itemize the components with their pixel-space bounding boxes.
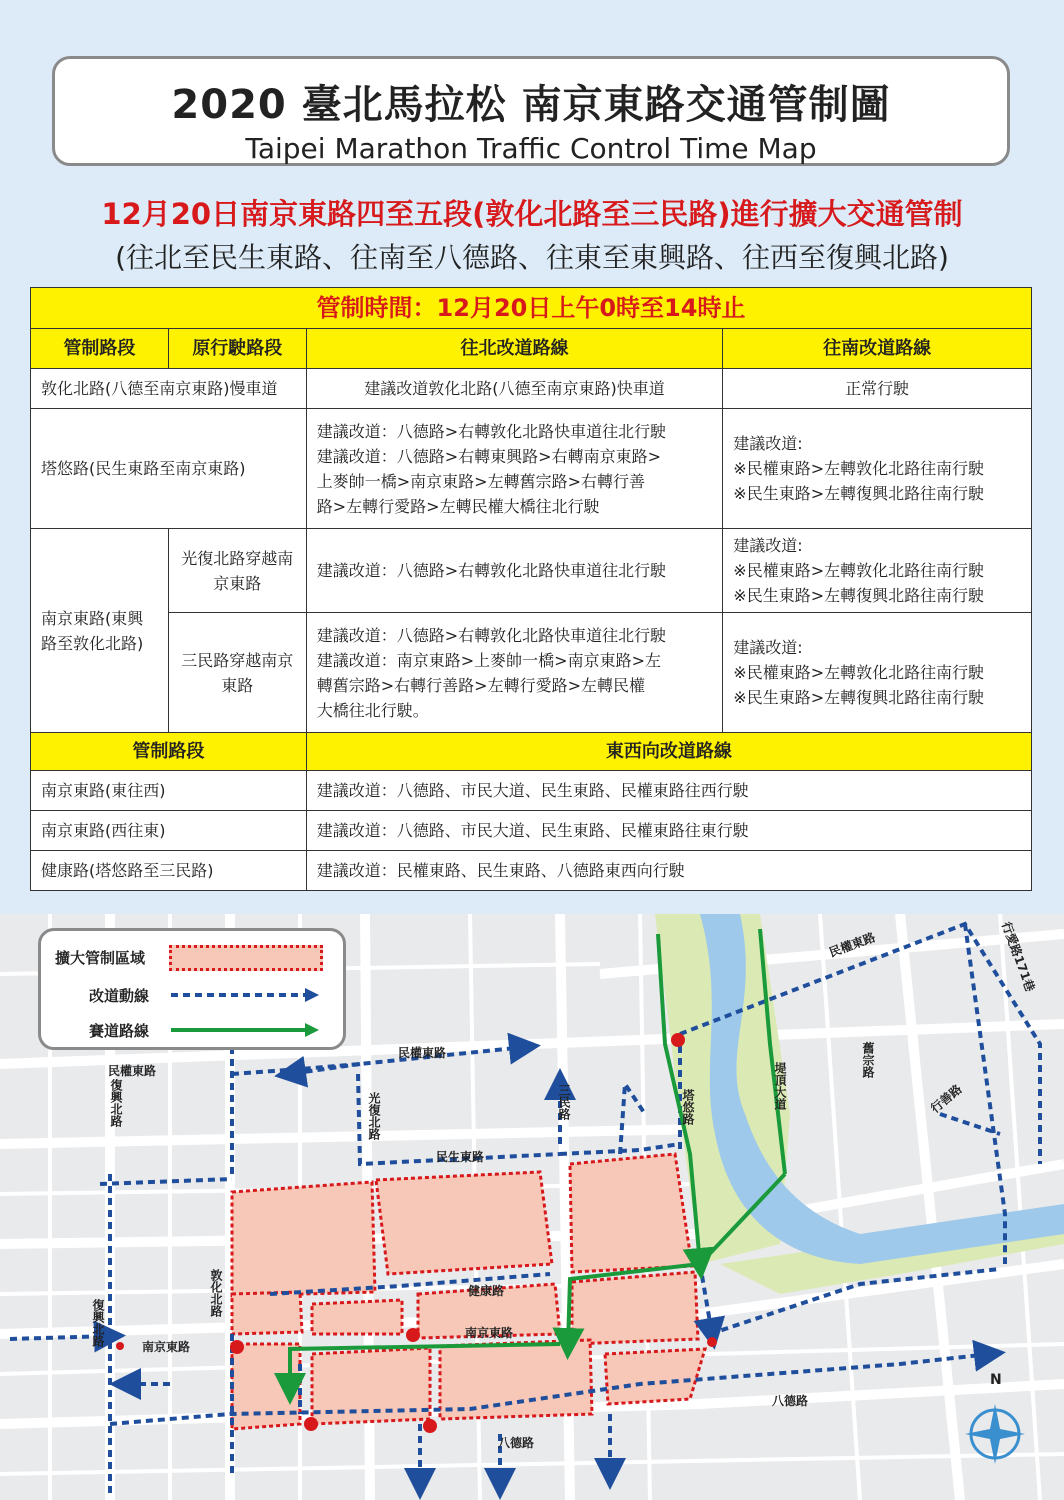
header-ew: 東西向改道路線: [306, 733, 1031, 771]
control-time: 管制時間：12月20日上午0時至14時止: [31, 288, 1032, 329]
cell-route: 建議改道：民權東路、民生東路、八德路東西向行駛: [306, 851, 1031, 891]
label-guangfu: 光復北路: [367, 1092, 381, 1140]
cell-north: 建議改道敦化北路(八德至南京東路)快車道: [306, 369, 723, 409]
line: 路>左轉行愛路>左轉民權大橋往北行駛: [316, 496, 600, 516]
header-original: 原行駛路段: [168, 329, 306, 369]
subline: (往北至民生東路、往南至八德路、往東至東興路、往西至復興北路): [115, 241, 949, 274]
label-bade: 八德路: [498, 1436, 535, 1450]
label-minquan: 民權東路: [827, 930, 878, 960]
label-bade: 八德路: [772, 1394, 809, 1408]
legend-detour-label: 改道動線: [89, 987, 150, 1005]
line: 建議改道:: [733, 638, 803, 657]
line: ※民生東路>左轉復興北路往南行駛: [733, 484, 985, 503]
line: 建議改道：八德路>右轉東興路>右轉南京東路>: [316, 446, 661, 466]
cell-north: 建議改道：八德路>右轉敦化北路快車道往北行駛: [306, 529, 723, 613]
table-row: [31, 771, 1032, 811]
map-legend: [38, 928, 346, 1050]
table-row: [31, 811, 1032, 851]
race-swatch: [169, 1022, 321, 1038]
line: 建議改道:: [733, 536, 803, 555]
header-segment-2: 管制路段: [31, 733, 307, 771]
legend-zone-label: 擴大管制區域: [55, 949, 146, 967]
cell-sub: 三民路穿越南京東路: [168, 613, 306, 733]
legend-race-label: 賽道路線: [89, 1022, 150, 1040]
label-jiankang: 健康路: [468, 1284, 505, 1298]
label-north: N: [990, 1372, 1002, 1388]
header-segment: 管制路段: [31, 329, 169, 369]
cell-south: [723, 529, 1032, 613]
label-sanmin: 三民路: [557, 1084, 571, 1120]
line: 上麥帥一橋>南京東路>左轉舊宗路>右轉行善: [316, 471, 645, 491]
label-fuxing: 復興北路: [109, 1079, 123, 1127]
cell-route: 建議改道：八德路、市民大道、民生東路、民權東路往西行駛: [306, 771, 1031, 811]
label-jiuzong: 舊宗路: [861, 1042, 875, 1078]
line: ※民生東路>左轉復興北路往南行駛: [733, 586, 985, 605]
legend-zone: [55, 947, 145, 968]
header-south: 往南改道路線: [723, 329, 1032, 369]
line: ※民權東路>左轉敦化北路往南行駛: [733, 561, 985, 580]
label-dunhua: 敦化北路: [209, 1269, 223, 1317]
detour-swatch: [169, 987, 321, 1003]
table-row: [31, 369, 1032, 409]
legend-race: [89, 1020, 149, 1041]
table-row: [31, 529, 1032, 613]
line: ※民生東路>左轉復興北路往南行駛: [733, 688, 985, 707]
line: 轉舊宗路>右轉行善路>左轉行愛路>左轉民權: [316, 675, 645, 695]
cell-segment: 南京東路(東往西): [31, 771, 307, 811]
title-box: [52, 56, 1010, 166]
cell-sub: 光復北路穿越南京東路: [168, 529, 306, 613]
line: ※民權東路>左轉敦化北路往南行駛: [733, 663, 985, 682]
label-nanjing: 南京東路: [142, 1340, 191, 1354]
label-fuxing: 復興北路: [91, 1299, 105, 1347]
line: 建議改道：八德路>右轉敦化北路快車道往北行駛: [316, 421, 667, 441]
cell-segment: 塔悠路(民生東路至南京東路): [31, 409, 307, 529]
zone-swatch: [169, 945, 323, 971]
cell-south: 正常行駛: [723, 369, 1032, 409]
control-table: [30, 287, 1032, 891]
label-xingshan: 行善路: [928, 1081, 965, 1116]
cell-south: [723, 409, 1032, 529]
line: 建議改道：南京東路>上麥帥一橋>南京東路>左: [316, 650, 661, 670]
label-minquan: 民權東路: [398, 1046, 447, 1060]
legend-detour: [89, 985, 149, 1006]
label-diding: 堤頂大道: [773, 1062, 787, 1110]
cell-segment: 敦化北路(八德至南京東路)慢車道: [31, 369, 307, 409]
cell-route: 建議改道：八德路、市民大道、民生東路、民權東路往東行駛: [306, 811, 1031, 851]
page-title: 2020 臺北馬拉松 南京東路交通管制圖: [171, 82, 891, 128]
header-north: 往北改道路線: [306, 329, 723, 369]
line: 大橋往北行駛。: [316, 700, 429, 720]
label-minquan: 民權東路: [108, 1064, 157, 1078]
line: 建議改道：八德路>右轉敦化北路快車道往北行駛: [316, 625, 667, 645]
cell-south: [723, 613, 1032, 733]
table-row: [31, 613, 1032, 733]
cell-segment: 南京東路(東興路至敦化北路): [31, 529, 169, 733]
table-row: [31, 851, 1032, 891]
label-tayou: 塔悠路: [681, 1089, 695, 1125]
label-xingai: 行愛路171巷: [998, 919, 1038, 994]
headline: 12月20日南京東路四至五段(敦化北路至三民路)進行擴大交通管制: [101, 197, 963, 231]
cell-segment: 南京東路(西往東): [31, 811, 307, 851]
label-nanjing: 南京東路: [465, 1326, 514, 1340]
page-subtitle: Taipei Marathon Traffic Control Time Map: [245, 132, 817, 165]
cell-north: [306, 409, 723, 529]
line: 建議改道:: [733, 434, 803, 453]
table-row: [31, 409, 1032, 529]
cell-north: [306, 613, 723, 733]
label-minsheng: 民生東路: [436, 1150, 485, 1164]
cell-segment: 健康路(塔悠路至三民路): [31, 851, 307, 891]
line: ※民權東路>左轉敦化北路往南行駛: [733, 459, 985, 478]
